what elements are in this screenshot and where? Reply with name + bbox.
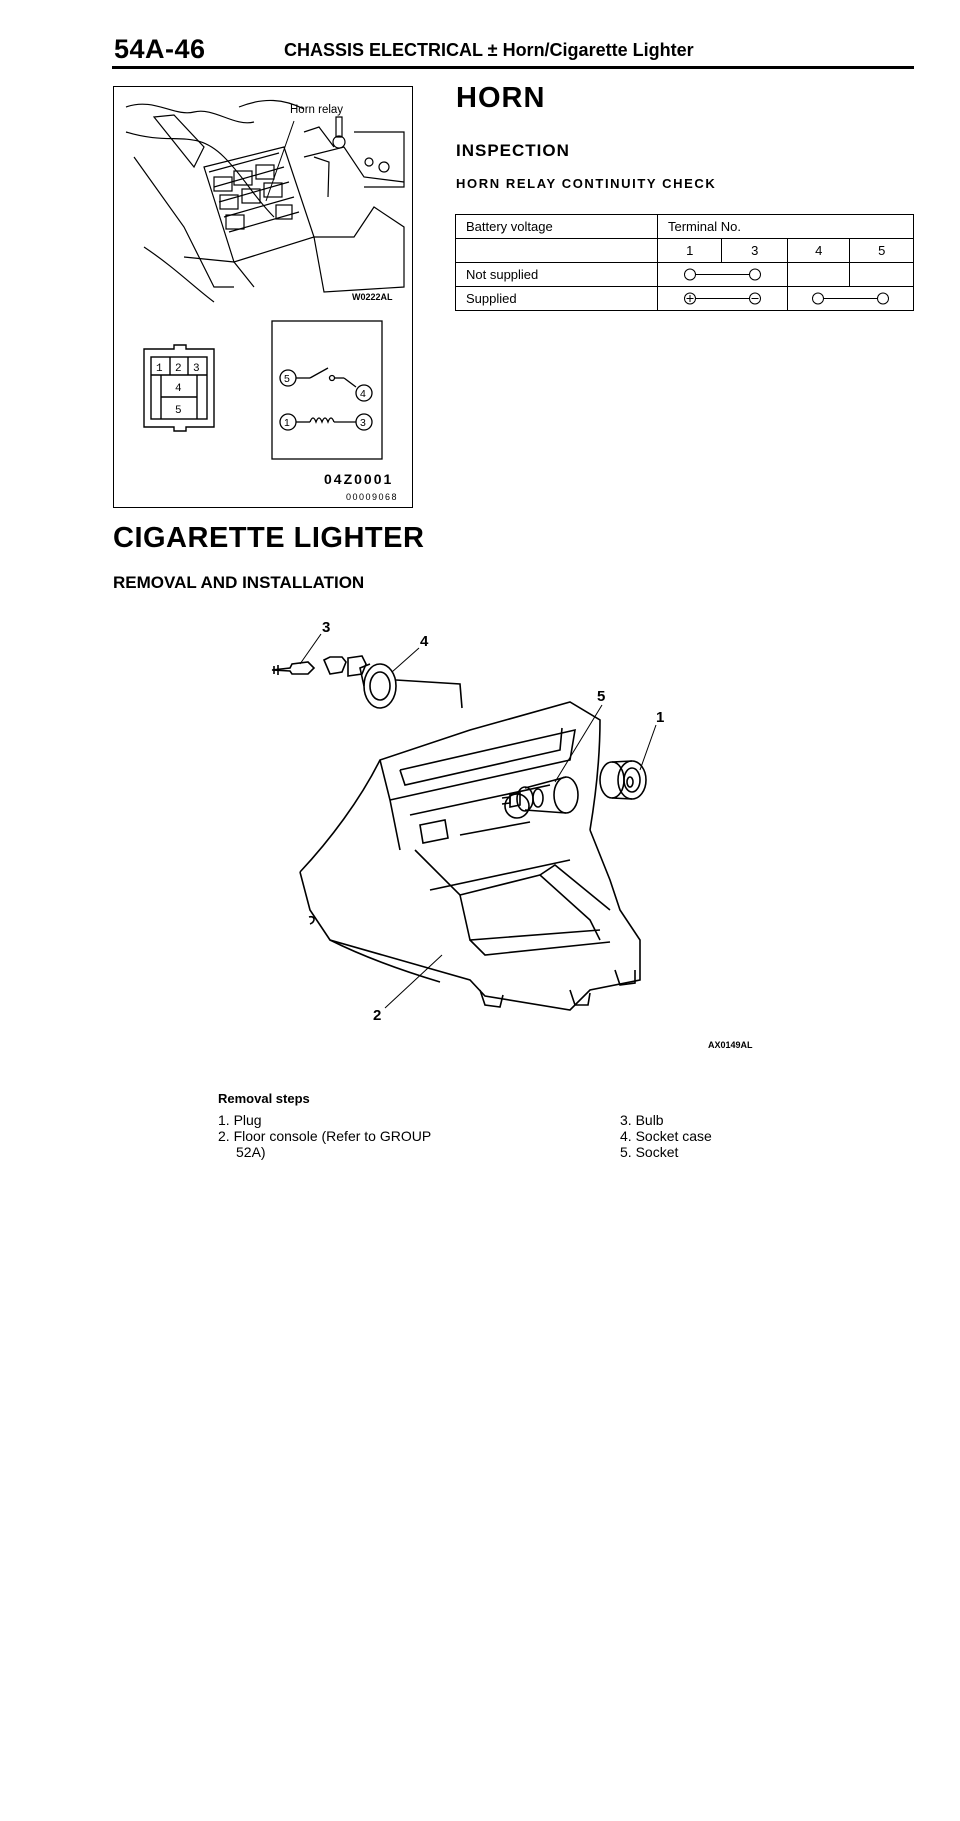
callout-5: 5 — [597, 688, 606, 705]
connector-pin-3: 3 — [193, 363, 200, 375]
header-rule — [112, 66, 914, 69]
continuity-4-5-supplied — [788, 287, 914, 311]
terminal-1: 1 — [658, 239, 722, 263]
continuity-1-3-not-supplied — [658, 263, 788, 287]
step-2-continued: 52A) — [236, 1144, 266, 1160]
header-battery-voltage: Battery voltage — [456, 215, 658, 239]
subheading-inspection: INSPECTION — [456, 141, 570, 160]
horn-relay-illustration — [114, 87, 414, 509]
step-3: 3. Bulb — [620, 1112, 664, 1128]
empty-cell — [456, 239, 658, 263]
cigarette-lighter-figure — [270, 610, 790, 1050]
table-row — [456, 263, 914, 287]
terminal-3: 3 — [722, 239, 788, 263]
callout-3: 3 — [322, 619, 331, 636]
continuity-1-3-supplied — [658, 287, 788, 311]
cigarette-lighter-exploded-view — [270, 610, 790, 1050]
figure-code-top: W0222AL — [352, 292, 393, 302]
step-4: 4. Socket case — [620, 1128, 712, 1144]
continuity-table — [455, 214, 914, 311]
row-label-not-supplied: Not supplied — [456, 263, 658, 287]
step-2: 2. Floor console (Refer to GROUP — [218, 1128, 432, 1144]
terminal-4: 4 — [788, 239, 850, 263]
connector-pin-2: 2 — [175, 363, 182, 375]
step-1: 1. Plug — [218, 1112, 262, 1128]
figure-code: AX0149AL — [708, 1040, 753, 1050]
schematic-terminal-1: 1 — [284, 417, 290, 429]
connector-pin-5: 5 — [175, 405, 182, 417]
table-terminal-row — [456, 239, 914, 263]
schematic-terminal-5: 5 — [284, 373, 290, 385]
connector-pin-4: 4 — [175, 383, 182, 395]
connector-pin-1: 1 — [156, 363, 163, 375]
section-heading-cigarette-lighter: CIGARETTE LIGHTER — [113, 522, 425, 554]
page-title: CHASSIS ELECTRICAL ± Horn/Cigarette Lighter — [284, 40, 694, 60]
removal-steps-title: Removal steps — [218, 1091, 310, 1106]
callout-4: 4 — [420, 633, 429, 650]
page-number: 54A-46 — [114, 34, 206, 64]
step-5: 5. Socket — [620, 1144, 679, 1160]
table-header-row — [456, 215, 914, 239]
empty-cell — [788, 263, 850, 287]
section-heading-horn: HORN — [456, 82, 546, 114]
header-terminal-no: Terminal No. — [658, 215, 914, 239]
callout-2: 2 — [373, 1007, 382, 1024]
figure-code-sub: 00009068 — [346, 492, 399, 502]
terminal-5: 5 — [850, 239, 914, 263]
table-row — [456, 287, 914, 311]
schematic-terminal-4: 4 — [360, 388, 366, 400]
heading-relay-continuity-check: HORN RELAY CONTINUITY CHECK — [456, 176, 717, 191]
row-label-supplied: Supplied — [456, 287, 658, 311]
figure-code-main: 04Z0001 — [324, 471, 394, 487]
empty-cell — [850, 263, 914, 287]
horn-relay-figure — [113, 86, 413, 508]
callout-1: 1 — [656, 709, 665, 726]
horn-relay-label: Horn relay — [290, 104, 344, 116]
schematic-terminal-3: 3 — [360, 417, 366, 429]
subheading-removal-installation: REMOVAL AND INSTALLATION — [113, 573, 365, 592]
